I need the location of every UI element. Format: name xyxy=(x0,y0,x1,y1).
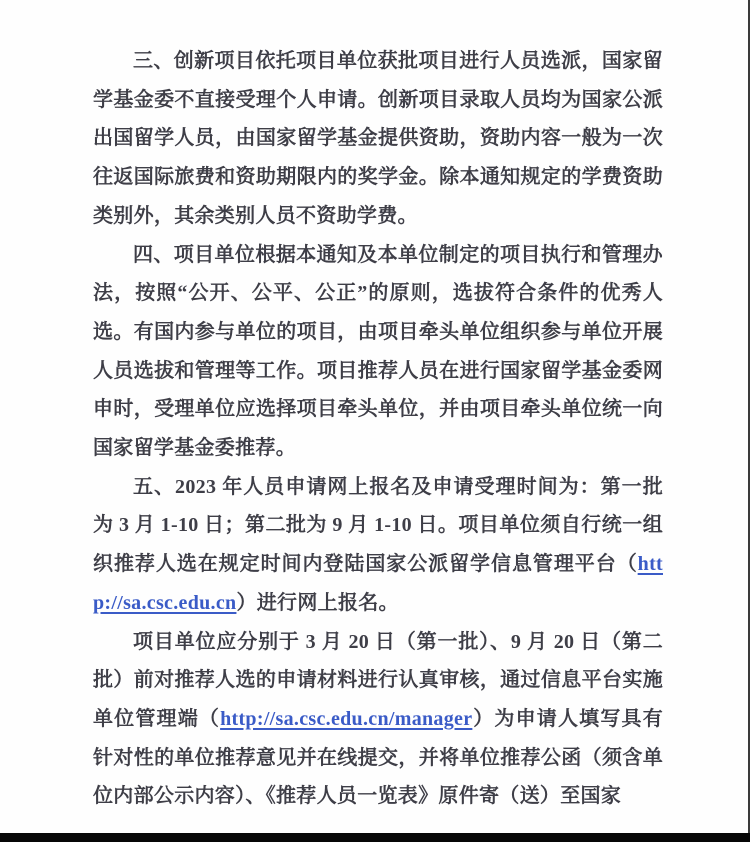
page-bottom-scan-bar xyxy=(0,833,750,842)
paragraph-item-5 xyxy=(93,468,663,623)
paragraph-item-6-text-before-link: 项目单位应分别于 3 月 20 日（第一批）、9 月 20 日（第二批）前对推荐人选的申请材料进行认真审核，通过信息平台实施单位管理端（ xyxy=(93,630,663,730)
csc-info-platform-link[interactable]: http://sa.csc.edu.cn xyxy=(93,553,663,614)
paragraph-item-6 xyxy=(93,623,663,817)
csc-manager-portal-link[interactable]: http://sa.csc.edu.cn/manager xyxy=(220,707,473,730)
document-text xyxy=(93,42,663,816)
paragraph-item-4: 四、项目单位根据本通知及本单位制定的项目执行和管理办法，按照“公开、公平、公正”的原则，选拔符合条件的优秀人选。有国内参与单位的项目，由项目牵头单位组织参与单位开展人员选拔和管理等工作。项目推荐人员在进行国家留学基金委网申时，受理单位应选择项目牵头单位，并由项目牵头单位统一向国家留学基金委推荐。 xyxy=(93,243,663,460)
paragraph-item-5-text-before-link: 五、2023 年人员申请网上报名及申请受理时间为：第一批为 3 月 1-10 日；第二批为 9 月 1-10 日。项目单位须自行统一组织推荐人选在规定时间内登陆国家公派留学信息管理平台（ xyxy=(93,475,663,576)
paragraph-item-5-text-after-link: ）进行网上报名。 xyxy=(236,591,399,614)
paragraph-item-3: 三、创新项目依托项目单位获批项目进行人员选派，国家留学基金委不直接受理个人申请。创新项目录取人员均为国家公派出国留学人员，由国家留学基金提供资助，资助内容一般为一次往返国际旅费和资助期限内的奖学金。除本通知规定的学费资助类别外，其余类别人员不资助学费。 xyxy=(93,50,663,227)
paragraph-item-6-text-after-link: ）为申请人填写具有针对性的单位推荐意见并在线提交，并将单位推荐公函（须含单位内部公示内容）、《推荐人员一览表》原件寄（送）至国家 xyxy=(93,707,663,808)
